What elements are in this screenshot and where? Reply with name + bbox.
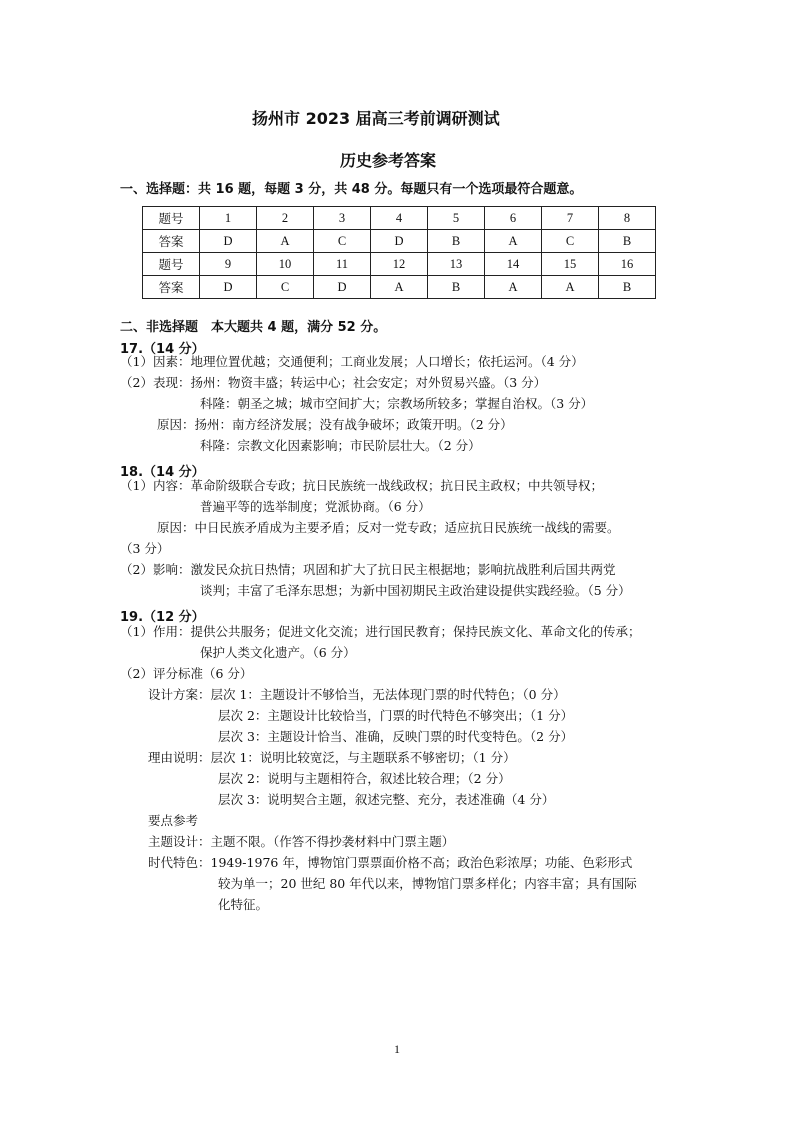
doc-title: 扬州市 2023 届高三考前调研测试 bbox=[252, 109, 500, 128]
table-cell: 8 bbox=[599, 207, 656, 230]
q19-line: 主题设计：主题不限。（作答不得抄袭材料中门票主题） bbox=[148, 834, 455, 849]
q19-line: 层次 3：说明契合主题，叙述完整、充分，表述准确（4 分） bbox=[218, 792, 555, 807]
q19-line: 化特征。 bbox=[218, 897, 269, 912]
table-cell: A bbox=[371, 276, 428, 299]
table-cell: C bbox=[257, 276, 314, 299]
table-cell: 2 bbox=[257, 207, 314, 230]
q17-line: 科隆：朝圣之城；城市空间扩大；宗教场所较多；掌握自治权。（3 分） bbox=[200, 396, 594, 411]
table-cell: 12 bbox=[371, 253, 428, 276]
q18-line: （2）影响：激发民众抗日热情；巩固和扩大了抗日民主根据地；影响抗战胜利后国共两党 bbox=[120, 562, 616, 577]
table-row bbox=[143, 276, 656, 299]
table-cell: A bbox=[542, 276, 599, 299]
doc-subtitle: 历史参考答案 bbox=[340, 151, 437, 170]
q18-line: 谈判；丰富了毛泽东思想；为新中国初期民主政治建设提供实践经验。（5 分） bbox=[200, 583, 631, 598]
q17-line: 原因：扬州：南方经济发展；没有战争破坏；政策开明。（2 分） bbox=[157, 417, 513, 432]
table-cell: A bbox=[485, 230, 542, 253]
q19-line: 层次 3：主题设计恰当、准确，反映门票的时代变特色。（2 分） bbox=[218, 729, 574, 744]
table-cell: 9 bbox=[200, 253, 257, 276]
table-cell: B bbox=[599, 230, 656, 253]
table-cell: A bbox=[485, 276, 542, 299]
table-cell: 10 bbox=[257, 253, 314, 276]
q19-line: （1）作用：提供公共服务；促进文化交流；进行国民教育；保持民族文化、革命文化的传承； bbox=[120, 624, 641, 639]
table-cell: 3 bbox=[314, 207, 371, 230]
table-cell: 11 bbox=[314, 253, 371, 276]
row-label: 答案 bbox=[143, 230, 200, 253]
table-row bbox=[143, 253, 656, 276]
page-number: 1 bbox=[394, 1042, 400, 1056]
table-cell: 14 bbox=[485, 253, 542, 276]
table-cell: D bbox=[200, 276, 257, 299]
table-cell: D bbox=[314, 276, 371, 299]
table-cell: D bbox=[200, 230, 257, 253]
table-row bbox=[143, 230, 656, 253]
section1-heading: 一、选择题：共 16 题，每题 3 分，共 48 分。每题只有一个选项最符合题意。 bbox=[120, 182, 583, 197]
q19-line: 保护人类文化遗产。（6 分） bbox=[200, 645, 356, 660]
table-cell: 4 bbox=[371, 207, 428, 230]
q18-line: 普遍平等的选举制度；党派协商。（6 分） bbox=[200, 499, 431, 514]
answer-table bbox=[142, 206, 656, 299]
q19-line: 要点参考 bbox=[148, 813, 199, 828]
q19-line: 层次 2：说明与主题相符合，叙述比较合理；（2 分） bbox=[218, 771, 511, 786]
table-cell: 16 bbox=[599, 253, 656, 276]
table-cell: C bbox=[314, 230, 371, 253]
q19-line: 较为单一；20 世纪 80 年代以来，博物馆门票多样化；内容丰富；具有国际 bbox=[218, 876, 637, 891]
section2-heading: 二、非选择题 本大题共 4 题，满分 52 分。 bbox=[120, 320, 387, 335]
q19-line: 层次 2：主题设计比较恰当，门票的时代特色不够突出；（1 分） bbox=[218, 708, 574, 723]
table-cell: B bbox=[428, 276, 485, 299]
q18-line: （1）内容：革命阶级联合专政；抗日民族统一战线政权；抗日民主政权；中共领导权； bbox=[120, 478, 603, 493]
q19-line: （2）评分标准（6 分） bbox=[120, 666, 253, 681]
table-cell: 6 bbox=[485, 207, 542, 230]
table-cell: 7 bbox=[542, 207, 599, 230]
q18-heading: 18.（14 分） bbox=[120, 465, 205, 480]
q19-line: 理由说明：层次 1：说明比较宽泛，与主题联系不够密切；（1 分） bbox=[148, 750, 516, 765]
table-cell: 5 bbox=[428, 207, 485, 230]
table-cell: B bbox=[428, 230, 485, 253]
q17-line: 科隆：宗教文化因素影响；市民阶层壮大。（2 分） bbox=[200, 438, 481, 453]
q18-line: 原因：中日民族矛盾成为主要矛盾；反对一党专政；适应抗日民族统一战线的需要。 bbox=[157, 520, 620, 535]
q17-heading: 17.（14 分） bbox=[120, 342, 205, 357]
table-cell: B bbox=[599, 276, 656, 299]
q17-line: （2）表现：扬州：物资丰盛；转运中心；社会安定；对外贸易兴盛。（3 分） bbox=[120, 375, 547, 390]
table-row bbox=[143, 207, 656, 230]
table-cell: 13 bbox=[428, 253, 485, 276]
row-label: 题号 bbox=[143, 207, 200, 230]
table-cell: D bbox=[371, 230, 428, 253]
q17-line: （1）因素：地理位置优越；交通便利；工商业发展；人口增长；依托运河。（4 分） bbox=[120, 354, 584, 369]
row-label: 答案 bbox=[143, 276, 200, 299]
table-cell: 15 bbox=[542, 253, 599, 276]
q19-line: 设计方案：层次 1：主题设计不够恰当，无法体现门票的时代特色；（0 分） bbox=[148, 687, 566, 702]
q19-line: 时代特色：1949-1976 年，博物馆门票票面价格不高；政治色彩浓厚；功能、色彩形式 bbox=[148, 855, 633, 870]
row-label: 题号 bbox=[143, 253, 200, 276]
q18-line: （3 分） bbox=[120, 541, 170, 556]
table-cell: A bbox=[257, 230, 314, 253]
table-cell: C bbox=[542, 230, 599, 253]
q19-heading: 19.（12 分） bbox=[120, 610, 205, 625]
table-cell: 1 bbox=[200, 207, 257, 230]
